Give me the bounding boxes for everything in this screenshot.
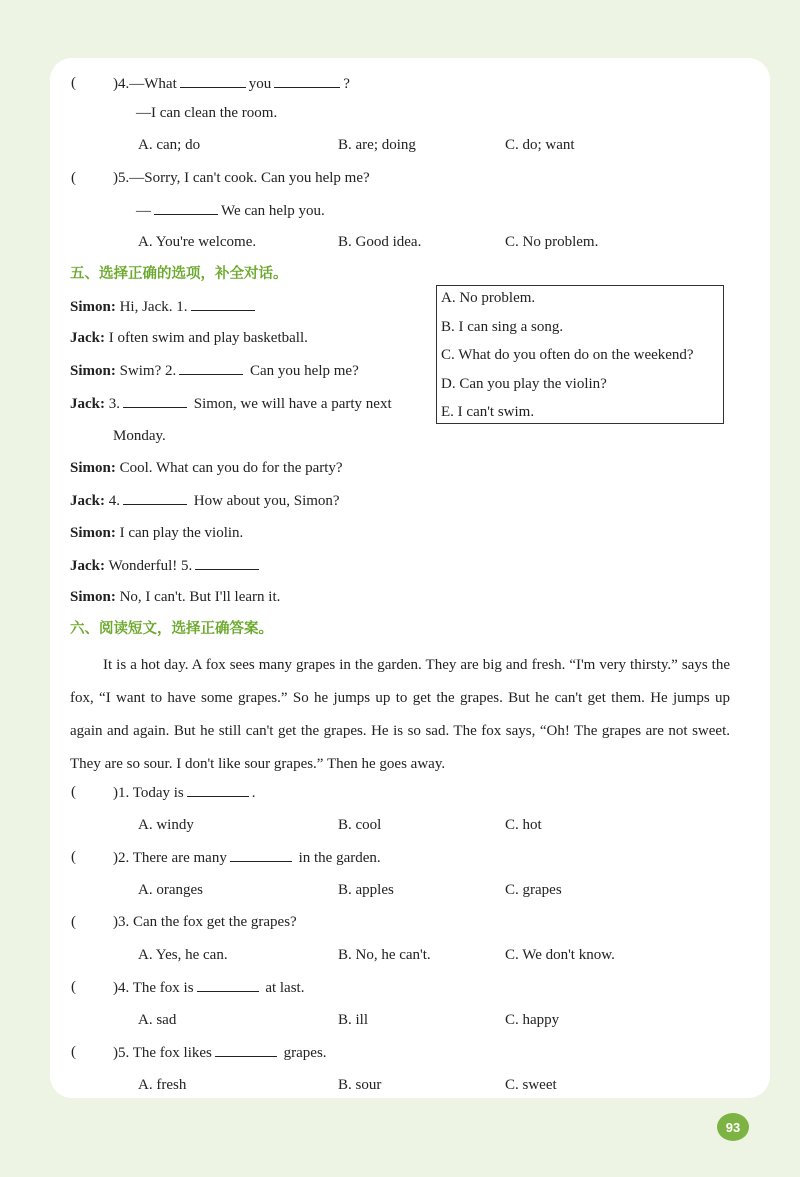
answer-paren[interactable]: (	[71, 914, 76, 930]
answer-blank[interactable]	[215, 1042, 277, 1057]
option-b[interactable]: B. cool	[338, 817, 382, 833]
page-number-badge: 93	[717, 1113, 749, 1141]
answer-paren[interactable]: (	[71, 979, 76, 995]
option-c[interactable]: C. grapes	[505, 882, 562, 898]
answer-paren[interactable]: (	[71, 849, 76, 865]
question-4: )4.—What you ?	[113, 73, 350, 94]
reading-question-5: )5. The fox likes grapes.	[113, 1042, 327, 1063]
option-c[interactable]: C. hot	[505, 817, 542, 833]
option-a[interactable]: A. sad	[138, 1012, 177, 1028]
option-item: B. I can sing a song.	[441, 319, 564, 335]
dialogue-line-4-cont: Monday.	[113, 428, 166, 444]
answer-blank[interactable]	[154, 200, 218, 215]
option-a[interactable]: A. Yes, he can.	[138, 947, 228, 963]
option-item: E. I can't swim.	[441, 404, 535, 420]
option-item: A. No problem.	[441, 290, 536, 306]
dialogue-line-2: Jack: I often swim and play basketball.	[70, 330, 308, 346]
reading-question-4: )4. The fox is at last.	[113, 977, 304, 998]
question-4-reply: —I can clean the room.	[136, 105, 278, 121]
option-a[interactable]: A. windy	[138, 817, 194, 833]
option-a[interactable]: A. oranges	[138, 882, 203, 898]
answer-blank[interactable]	[195, 555, 259, 570]
dialogue-line-1: Simon: Hi, Jack. 1.	[70, 296, 258, 317]
option-a[interactable]: A. can; do	[138, 137, 201, 153]
answer-blank[interactable]	[123, 490, 187, 505]
dialogue-line-8: Jack: Wonderful! 5.	[70, 555, 262, 576]
option-b[interactable]: B. No, he can't.	[338, 947, 431, 963]
option-b[interactable]: B. Good idea.	[338, 234, 422, 250]
answer-paren[interactable]: (	[71, 75, 76, 91]
option-item: C. What do you often do on the weekend?	[441, 347, 694, 363]
dialogue-line-7: Simon: I can play the violin.	[70, 525, 244, 541]
options-box	[436, 285, 724, 424]
reading-question-2: )2. There are many in the garden.	[113, 847, 381, 868]
option-c[interactable]: C. happy	[505, 1012, 560, 1028]
option-b[interactable]: B. apples	[338, 882, 394, 898]
option-b[interactable]: B. ill	[338, 1012, 369, 1028]
section-5-heading: 五、选择正确的选项，补全对话。	[70, 266, 288, 282]
option-c[interactable]: C. No problem.	[505, 234, 599, 250]
dialogue-line-6: Jack: 4. How about you, Simon?	[70, 490, 340, 511]
section-6-heading: 六、阅读短文，选择正确答案。	[70, 621, 273, 637]
answer-blank[interactable]	[179, 360, 243, 375]
reading-question-3: )3. Can the fox get the grapes?	[113, 914, 297, 930]
option-c[interactable]: C. sweet	[505, 1077, 557, 1093]
dialogue-line-3: Simon: Swim? 2. Can you help me?	[70, 360, 359, 381]
answer-blank[interactable]	[123, 393, 187, 408]
option-item: D. Can you play the violin?	[441, 376, 607, 392]
option-a[interactable]: A. fresh	[138, 1077, 187, 1093]
answer-blank[interactable]	[187, 782, 249, 797]
dialogue-line-9: Simon: No, I can't. But I'll learn it.	[70, 589, 281, 605]
answer-paren[interactable]: (	[71, 170, 76, 186]
dialogue-line-4: Jack: 3. Simon, we will have a party next	[70, 393, 392, 414]
answer-paren[interactable]: (	[71, 784, 76, 800]
option-a[interactable]: A. You're welcome.	[138, 234, 257, 250]
answer-paren[interactable]: (	[71, 1044, 76, 1060]
option-c[interactable]: C. do; want	[505, 137, 575, 153]
dialogue-line-5: Simon: Cool. What can you do for the party?	[70, 460, 343, 476]
answer-blank[interactable]	[180, 73, 246, 88]
question-5: )5.—Sorry, I can't cook. Can you help me?	[113, 170, 370, 186]
answer-blank[interactable]	[197, 977, 259, 992]
option-b[interactable]: B. sour	[338, 1077, 382, 1093]
reading-passage: It is a hot day. A fox sees many grapes in the garden. They are big and fresh. “I'm very thirsty.” says the fox, “I want to have some grapes.” So he jumps up to get the grapes. But he can't get them. He jumps up again and again. But he still can't get the grapes. He is so sad. The fox says, “Oh! The grapes are not sweet. They are so sour. I don't like sour grapes.” Then he goes away.	[70, 657, 730, 772]
answer-blank[interactable]	[274, 73, 340, 88]
question-5-reply: — We can help you.	[136, 200, 325, 221]
answer-blank[interactable]	[191, 296, 255, 311]
option-b[interactable]: B. are; doing	[338, 137, 416, 153]
answer-blank[interactable]	[230, 847, 292, 862]
reading-question-1: )1. Today is .	[113, 782, 256, 803]
option-c[interactable]: C. We don't know.	[505, 947, 615, 963]
